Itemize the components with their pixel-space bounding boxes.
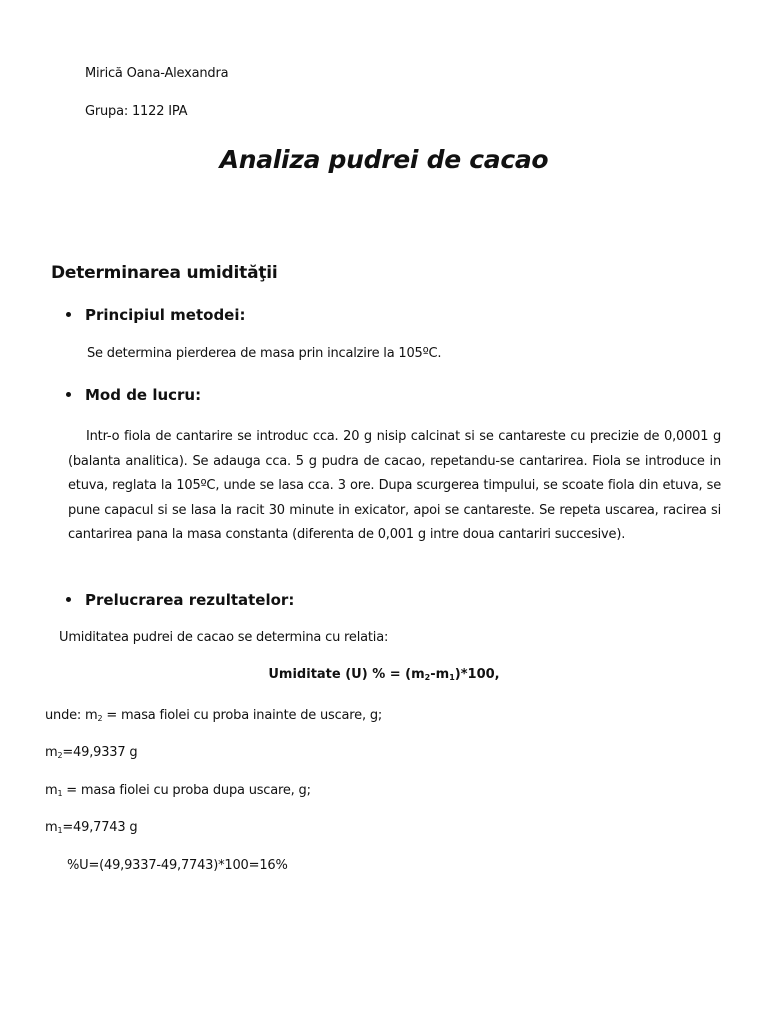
m2-number: =49,9337 g bbox=[62, 745, 138, 760]
author-line: Mirică Oana-Alexandra bbox=[85, 66, 229, 81]
m1-prefix: m bbox=[45, 820, 58, 835]
bullet-procedure bbox=[66, 385, 201, 404]
m1-def-rest: = masa fiolei cu proba dupa uscare, g; bbox=[62, 783, 311, 798]
bullet-dot bbox=[66, 597, 71, 602]
m2-sub: 2 bbox=[57, 751, 63, 760]
humidity-calculation: %U=(49,9337-49,7743)*100=16% bbox=[67, 858, 288, 873]
where-prefix: unde: m bbox=[45, 708, 98, 723]
m2-prefix: m bbox=[45, 745, 58, 760]
formula-lhs: Umiditate (U) % = (m bbox=[268, 667, 425, 682]
where-sub: 2 bbox=[97, 714, 103, 723]
document-title: Analiza pudrei de cacao bbox=[219, 145, 549, 174]
principle-text: Se determina pierderea de masa prin incalzire la 105ºC. bbox=[87, 346, 442, 361]
m1-value bbox=[45, 820, 137, 835]
m1-definition bbox=[45, 783, 311, 798]
where-m2-definition bbox=[45, 708, 382, 723]
section-heading: Determinarea umidităţii bbox=[51, 263, 278, 283]
bullet-dot bbox=[66, 392, 71, 397]
formula-sub-2: 2 bbox=[424, 673, 431, 682]
formula-rhs: )*100, bbox=[454, 667, 500, 682]
where-rest: = masa fiolei cu proba inainte de uscare, g; bbox=[102, 708, 383, 723]
bullet-label: Principiul metodei: bbox=[85, 306, 246, 324]
procedure-paragraph: Intr-o fiola de cantarire se introduc cca. 20 g nisip calcinat si se cantareste cu precizie de 0,0001 g (balanta analitica). Se adauga cca. 5 g pudra de cacao, repetandu-se cantarirea. Fiola se introduce in etuva, reglata la 105ºC, unde se lasa cca. 3 ore. Dupa scurgerea timpului, se scoate fiola din etuva, se pune capacul si se lasa la racit 30 minute in exicator, apoi se cantareste. Se repeta uscarea, racirea si cantarirea pana la masa constanta (diferenta de 0,001 g intre doua cantariri succesive). bbox=[68, 429, 721, 543]
bullet-principle bbox=[66, 305, 246, 324]
m2-value bbox=[45, 745, 137, 760]
bullet-label: Prelucrarea rezultatelor: bbox=[85, 591, 295, 609]
formula-mid: -m bbox=[430, 667, 450, 682]
bullet-dot bbox=[66, 312, 71, 317]
bullet-label: Mod de lucru: bbox=[85, 386, 202, 404]
group-line: Grupa: 1122 IPA bbox=[85, 104, 188, 119]
bullet-results bbox=[66, 590, 294, 609]
m1-def-sub: 1 bbox=[57, 789, 63, 798]
results-intro: Umiditatea pudrei de cacao se determina cu relatia: bbox=[59, 630, 389, 645]
formula-sub-1: 1 bbox=[449, 673, 455, 682]
m1-def-prefix: m bbox=[45, 783, 58, 798]
m1-number: =49,7743 g bbox=[62, 820, 138, 835]
m1-sub: 1 bbox=[57, 826, 63, 835]
humidity-formula bbox=[0, 667, 768, 682]
